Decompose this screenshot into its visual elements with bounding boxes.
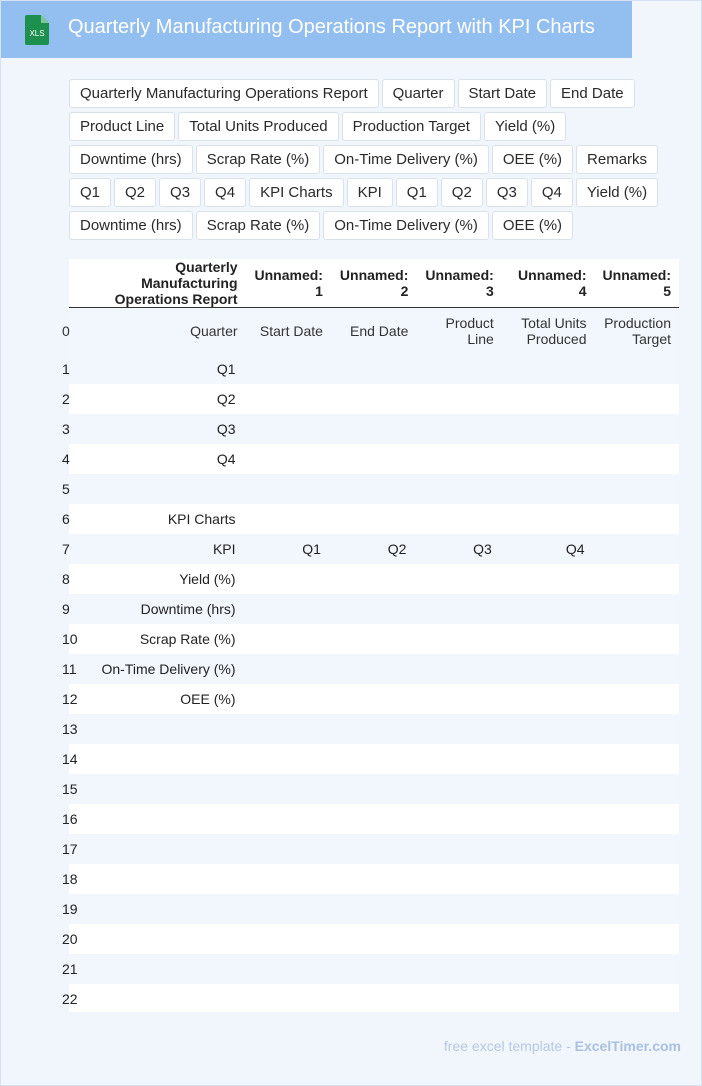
table-cell: Scrap Rate (%) — [139, 630, 236, 647]
table-cell — [416, 624, 501, 654]
table-cell: Q4 — [216, 450, 236, 467]
table-cell — [416, 384, 501, 414]
table-cell — [331, 744, 416, 774]
table-cell — [595, 864, 680, 894]
table-cell — [595, 804, 680, 834]
spreadsheet-table — [62, 259, 679, 1014]
table-cell — [502, 684, 595, 714]
table-row — [69, 444, 679, 474]
subheader-row — [69, 308, 679, 354]
table-cell — [595, 384, 680, 414]
column-tag[interactable]: Quarter — [382, 79, 455, 108]
table-cell — [502, 774, 595, 804]
table-cell — [246, 474, 331, 504]
xls-icon-label: XLS — [29, 29, 45, 38]
table-row — [69, 354, 679, 384]
table-row — [69, 714, 679, 744]
table-cell — [595, 594, 680, 624]
table-cell — [331, 804, 416, 834]
table-cell — [595, 954, 680, 984]
table-cell — [246, 954, 331, 984]
table-cell — [246, 984, 331, 1014]
table-cell — [331, 354, 416, 384]
table-cell — [246, 654, 331, 684]
table-cell — [595, 444, 680, 474]
column-tag[interactable]: Product Line — [69, 112, 175, 141]
table-cell: Q1 — [216, 360, 236, 377]
subheader-cell: Start Date — [259, 322, 323, 339]
table-cell — [595, 504, 680, 534]
column-tag[interactable]: Downtime (hrs) — [69, 211, 193, 240]
row-index: 13 — [62, 720, 78, 737]
table-row — [69, 834, 679, 864]
row-index: 22 — [62, 990, 78, 1007]
table-cell — [416, 774, 501, 804]
column-tag[interactable]: Q4 — [204, 178, 246, 207]
column-header — [69, 259, 80, 308]
table-cell — [331, 954, 416, 984]
table-row — [69, 984, 679, 1014]
column-tag[interactable]: Q1 — [396, 178, 438, 207]
table-cell — [416, 864, 501, 894]
row-index: 18 — [62, 870, 78, 887]
footer-prefix: free excel template - — [443, 1038, 575, 1054]
table-cell — [595, 414, 680, 444]
row-index: 4 — [62, 450, 70, 467]
column-tag[interactable]: On-Time Delivery (%) — [323, 211, 489, 240]
table-cell — [246, 564, 331, 594]
table-cell — [246, 894, 331, 924]
table-cell: Yield (%) — [179, 570, 236, 587]
subheader-cell: Product Line — [445, 314, 494, 347]
table-cell — [331, 864, 416, 894]
spreadsheet-preview[interactable] — [62, 259, 679, 1012]
table-cell — [331, 924, 416, 954]
table-cell — [595, 894, 680, 924]
table-cell — [331, 594, 416, 624]
table-cell — [80, 864, 245, 894]
column-tag[interactable]: OEE (%) — [492, 211, 573, 240]
table-cell: Q2 — [216, 390, 236, 407]
row-index: 6 — [62, 510, 70, 527]
table-cell — [416, 504, 501, 534]
column-tag[interactable]: Total Units Produced — [178, 112, 338, 141]
table-cell — [595, 474, 680, 504]
table-cell — [416, 594, 501, 624]
table-cell — [331, 714, 416, 744]
column-header: Unnamed: 3 — [416, 259, 501, 308]
table-cell — [502, 984, 595, 1014]
table-cell — [502, 624, 595, 654]
table-cell — [416, 924, 501, 954]
column-tag[interactable]: KPI — [347, 178, 393, 207]
table-cell — [246, 594, 331, 624]
table-cell — [331, 774, 416, 804]
row-index: 16 — [62, 810, 78, 827]
table-cell — [595, 924, 680, 954]
table-cell — [595, 684, 680, 714]
table-cell — [502, 654, 595, 684]
table-cell: On-Time Delivery (%) — [101, 660, 236, 677]
table-cell: Q2 — [387, 540, 407, 557]
table-cell — [246, 384, 331, 414]
row-index: 10 — [62, 630, 78, 647]
column-tag[interactable]: Quarterly Manufacturing Operations Report — [69, 79, 379, 108]
column-header: Unnamed: 5 — [595, 259, 680, 308]
table-cell — [246, 714, 331, 744]
table-cell — [502, 924, 595, 954]
table-cell — [595, 984, 680, 1014]
table-cell: Downtime (hrs) — [140, 600, 236, 617]
table-cell — [502, 894, 595, 924]
row-index: 9 — [62, 600, 70, 617]
table-cell — [331, 684, 416, 714]
column-tag[interactable]: Scrap Rate (%) — [196, 211, 321, 240]
table-cell — [416, 564, 501, 594]
row-index: 19 — [62, 900, 78, 917]
table-row — [69, 684, 679, 714]
column-tag[interactable]: Q3 — [159, 178, 201, 207]
table-cell: Q1 — [302, 540, 321, 557]
table-cell — [331, 654, 416, 684]
table-cell — [246, 354, 331, 384]
row-index: 11 — [62, 660, 77, 677]
table-cell — [595, 744, 680, 774]
table-cell — [246, 444, 331, 474]
table-cell — [331, 414, 416, 444]
column-header: Unnamed: 2 — [331, 259, 416, 308]
table-cell — [80, 744, 245, 774]
table-cell — [502, 564, 595, 594]
table-cell — [246, 504, 331, 534]
subheader-cell: Quarter — [190, 322, 238, 339]
column-tag[interactable]: Production Target — [342, 112, 481, 141]
column-header: Unnamed: 4 — [502, 259, 595, 308]
column-tag[interactable]: Q2 — [441, 178, 483, 207]
column-tag[interactable]: OEE (%) — [492, 145, 573, 174]
row-index: 5 — [62, 480, 70, 497]
table-cell — [331, 504, 416, 534]
column-header-row — [69, 259, 679, 308]
table-row — [69, 744, 679, 774]
table-row — [69, 474, 679, 504]
column-tag[interactable]: Q1 — [69, 178, 111, 207]
table-row — [69, 564, 679, 594]
subheader-cell: 0 — [62, 322, 70, 339]
table-cell — [416, 984, 501, 1014]
table-cell — [416, 954, 501, 984]
row-index: 3 — [62, 420, 70, 437]
footer-credit — [444, 1038, 681, 1054]
table-cell — [80, 774, 245, 804]
excel-file-icon — [23, 14, 51, 46]
table-row — [69, 504, 679, 534]
table-cell — [246, 834, 331, 864]
table-cell — [416, 894, 501, 924]
table-row — [69, 624, 679, 654]
table-cell: OEE (%) — [180, 690, 236, 707]
table-row — [69, 954, 679, 984]
table-cell — [80, 804, 245, 834]
table-cell — [331, 444, 416, 474]
table-cell — [331, 564, 416, 594]
column-tag[interactable]: Start Date — [458, 79, 548, 108]
table-cell — [80, 984, 245, 1014]
table-cell — [502, 864, 595, 894]
column-tag[interactable]: KPI Charts — [249, 178, 344, 207]
table-cell — [595, 834, 680, 864]
table-cell — [595, 714, 680, 744]
table-cell — [80, 834, 245, 864]
subheader-cell: Production Target — [604, 314, 671, 347]
row-index: 14 — [62, 750, 78, 767]
table-cell — [416, 684, 501, 714]
row-index: 17 — [62, 840, 78, 857]
column-tag[interactable]: Q4 — [531, 178, 573, 207]
page-title: Quarterly Manufacturing Operations Report with KPI Charts — [68, 16, 595, 38]
column-tag[interactable]: Yield (%) — [484, 112, 566, 141]
row-index: 21 — [62, 960, 78, 977]
table-cell — [502, 384, 595, 414]
table-cell — [502, 414, 595, 444]
column-tag[interactable]: On-Time Delivery (%) — [323, 145, 489, 174]
table-cell — [246, 744, 331, 774]
column-header: Quarterly Manufacturing Operations Report — [80, 259, 245, 308]
row-index: 15 — [62, 780, 78, 797]
table-cell — [416, 804, 501, 834]
table-row — [69, 924, 679, 954]
table-cell — [246, 684, 331, 714]
table-cell — [246, 924, 331, 954]
table-cell — [502, 354, 595, 384]
row-index: 8 — [62, 570, 70, 587]
column-tag[interactable]: Q3 — [486, 178, 528, 207]
table-row — [69, 804, 679, 834]
table-cell — [416, 444, 501, 474]
table-row — [69, 864, 679, 894]
row-index: 1 — [62, 360, 70, 377]
column-tag[interactable]: Downtime (hrs) — [69, 145, 193, 174]
table-cell — [80, 894, 245, 924]
table-cell — [331, 834, 416, 864]
column-tag[interactable]: Q2 — [114, 178, 156, 207]
table-cell — [416, 354, 501, 384]
table-cell — [80, 474, 245, 504]
row-index: 12 — [62, 690, 78, 707]
column-header: Unnamed: 1 — [246, 259, 331, 308]
table-cell — [246, 804, 331, 834]
row-index: 20 — [62, 930, 78, 947]
table-cell: Q3 — [473, 540, 492, 557]
table-cell — [331, 624, 416, 654]
table-cell — [331, 894, 416, 924]
table-cell — [331, 984, 416, 1014]
table-cell — [502, 594, 595, 624]
table-cell — [416, 834, 501, 864]
column-tag[interactable]: Yield (%) — [576, 178, 658, 207]
table-cell — [246, 414, 331, 444]
table-row — [69, 894, 679, 924]
table-row — [69, 774, 679, 804]
table-cell — [80, 714, 245, 744]
table-cell — [595, 624, 680, 654]
table-cell: KPI — [212, 540, 236, 557]
table-cell — [416, 714, 501, 744]
row-index: 2 — [62, 390, 70, 407]
table-cell — [331, 474, 416, 504]
subheader-cell: Total Units Produced — [521, 314, 587, 347]
title-bar — [1, 1, 632, 58]
table-cell — [502, 834, 595, 864]
column-tag[interactable]: Scrap Rate (%) — [196, 145, 321, 174]
table-cell — [502, 954, 595, 984]
table-cell — [502, 804, 595, 834]
table-cell — [246, 774, 331, 804]
table-cell — [416, 654, 501, 684]
table-cell: Q4 — [565, 540, 585, 557]
column-tag-list — [69, 79, 691, 240]
table-cell — [80, 954, 245, 984]
column-tag[interactable]: Remarks — [576, 145, 658, 174]
table-cell — [502, 744, 595, 774]
table-cell — [331, 384, 416, 414]
table-row — [69, 414, 679, 444]
table-cell — [595, 534, 680, 564]
subheader-cell: End Date — [350, 322, 409, 339]
table-cell — [80, 924, 245, 954]
table-row — [69, 654, 679, 684]
table-cell — [416, 474, 501, 504]
table-cell — [595, 564, 680, 594]
table-cell — [502, 714, 595, 744]
table-cell — [502, 474, 595, 504]
table-cell — [246, 624, 331, 654]
table-cell: Q3 — [216, 420, 236, 437]
table-row — [69, 594, 679, 624]
table-row — [69, 384, 679, 414]
table-row — [69, 534, 679, 564]
table-cell: KPI Charts — [167, 510, 236, 527]
table-cell — [246, 864, 331, 894]
table-cell — [416, 744, 501, 774]
table-cell — [502, 504, 595, 534]
table-cell — [595, 354, 680, 384]
row-index: 7 — [62, 540, 70, 557]
table-cell — [595, 774, 680, 804]
table-cell — [502, 444, 595, 474]
column-tag[interactable]: End Date — [550, 79, 635, 108]
footer-brand-link[interactable]: ExcelTimer.com — [574, 1038, 681, 1054]
table-cell — [595, 654, 680, 684]
table-cell — [416, 414, 501, 444]
